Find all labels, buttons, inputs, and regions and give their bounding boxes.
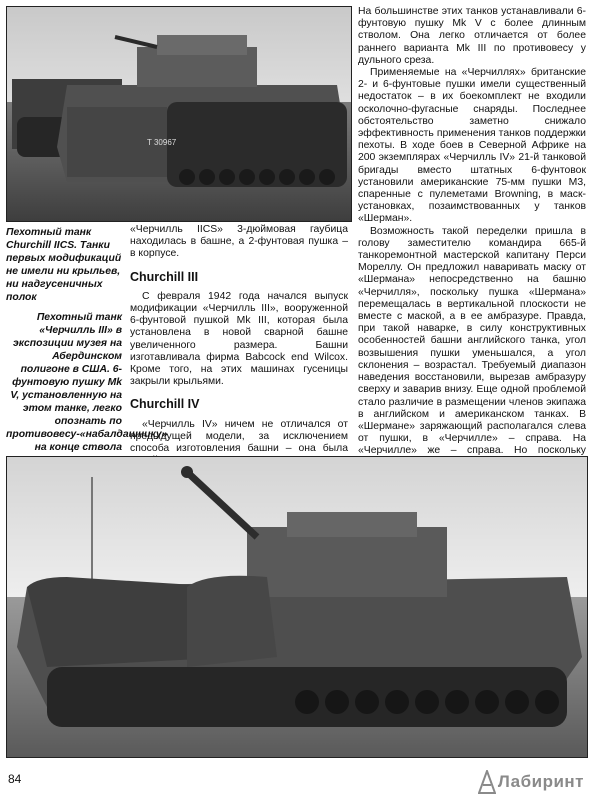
tank-illustration-top xyxy=(7,7,351,221)
paragraph-right-1: На большинстве этих танков устанавливали 6-фунтовую пушку Mk V с более длинным стволом. Она легко отличается от более раннего варианта Mk III по противовесу у дульного среза. xyxy=(358,6,586,66)
paragraph-intro: «Черчилль IICS» 3-дюймовая гаубица находилась в башне, а 2-фунтовая пушка – в корпусе. xyxy=(130,224,348,260)
text-column-middle xyxy=(130,224,348,467)
paragraph-right-3: Возможность такой переделки пришла в голову заместителю командира 665-й танкоремонтной мастерской капитану Перси Мореллу. Он предложил наваривать маску от «Шермана» непосредственно на башню «Черчилля», поскольку пушка «Шермана» перемещалась в вертикальной плоскости не вместе с маской, а в ее амбразуре. Правда, при такой наварке, в силу конструктивных особенностей башни английского танка, угол возвышения пушки уменьшался, а угол склонения – возрастал. Требуемый диапазон наведения восстановили, вырезав амбразуру сверху и заварив внизу. Еще одной проблемой стало различие в размещении членов экипажа в английском и американском танках. В «Шермане» заряжающий располагался слева от пушки, в «Черчилле» – справа. На «Черчилле» же – справа. Но поскольку xyxy=(358,225,586,457)
page-number: 84 xyxy=(8,772,22,786)
watermark-text: Лабиринт xyxy=(497,772,584,791)
tank-number: T 30967 xyxy=(147,138,177,147)
tank-illustration-bottom xyxy=(7,457,587,757)
text-column-right xyxy=(358,6,586,470)
labirint-logo-icon xyxy=(478,770,496,794)
caption-top: Пехотный танк Churchill IICS. Танки первых модификаций не имели ни крыльев, ни надгусеничных полок xyxy=(6,227,122,303)
caption-middle: Пехотный танк «Черчилль III» в экспозиции музея на Абердинском полигоне в США. 6-фунтовую пушку Mk V, установленную на этом танке, легко опознать по противовесу-«набалдашнику» на конце ствола xyxy=(6,312,168,453)
heading-churchill-iii: Churchill III xyxy=(130,269,199,284)
paragraph-churchill-iii: С февраля 1942 года начался выпуск модификации «Черчилль III», вооруженной 6-фунтовой пушкой Mk III, которая была установлена в новой сварной башне увеличенного размера. Башни изготавливала фирма Babcock end Wilcox. Кроме того, на этих машинах гусеницы закрыли крыльями. xyxy=(130,290,348,388)
paragraph-right-2: Применяемые на «Черчиллях» британские 2- и 6-фунтовые пушки имели существенный недостаток – в их боекомплект не входили осколочно-фугасные снаряды. Последнее обстоятельство заметно снижало эффективность применения танков поддержки пехоты. В ходе боев в Северной Африке на 200 экземплярах «Черчилль IV» 21-й танковой бригады вместо штатных 6-фунтовок установили американские 75-мм пушки М3, спаренные с пулеметами Browning, в маск-установках, позаимствованных у танков «Шерман». xyxy=(358,67,586,225)
watermark-labirint xyxy=(478,770,584,794)
heading-churchill-iv: Churchill IV xyxy=(130,397,200,412)
photo-churchill-iics xyxy=(6,6,352,222)
paragraph-churchill-iv: «Черчилль IV» ничем не отличался от предыдущей модели, за исключением способа изготовления башни – она была xyxy=(130,418,348,455)
photo-churchill-iii xyxy=(6,456,588,758)
